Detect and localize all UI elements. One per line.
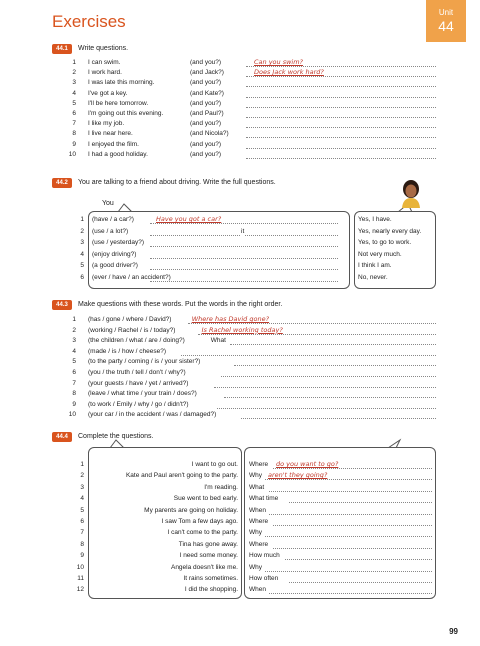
item-number: 9 — [72, 140, 76, 148]
answer-line[interactable] — [150, 239, 338, 247]
answer-line[interactable] — [150, 251, 338, 259]
item-number: 7 — [80, 529, 84, 537]
page-number: 99 — [449, 627, 458, 636]
item-number: 7 — [72, 379, 76, 387]
cue-text: (to the party / coming / is / your sister?) — [88, 358, 201, 366]
item-number: 9 — [72, 400, 76, 408]
cue-text: (and you?) — [190, 140, 222, 148]
exercise-instruction-44-3: Make questions with these words. Put the words in the right order. — [78, 301, 283, 308]
prompt-text: I've got a key. — [88, 89, 128, 97]
answer-line[interactable] — [214, 380, 436, 388]
cue-text: (and you?) — [190, 79, 222, 87]
answer-text: Have you got a car? — [156, 215, 222, 223]
item-number: 9 — [80, 552, 84, 560]
reply-text: Yes, nearly every day. — [358, 227, 422, 235]
item-number: 1 — [72, 316, 76, 323]
prompt-text: I work hard. — [88, 69, 122, 77]
answer-line[interactable] — [230, 337, 436, 345]
answer-line[interactable] — [269, 507, 432, 515]
statement-text: Angela doesn't like me. — [170, 563, 238, 571]
statement-text: It rains sometimes. — [183, 575, 238, 582]
reply-text: Yes, I have. — [358, 216, 392, 223]
prefix-text: Why — [249, 529, 262, 537]
answer-line[interactable] — [273, 541, 432, 549]
cue-text: (your car / in the accident / was / damaged?) — [88, 411, 217, 419]
cue-text: (and Kate?) — [190, 89, 224, 97]
cue-text: (and you?) — [190, 120, 222, 128]
item-number: 6 — [72, 110, 76, 117]
exercise-badge-44-3: 44.3 — [52, 300, 72, 310]
cue-text: (use / a lot?) — [92, 227, 129, 235]
statement-text: I can't come to the party. — [167, 529, 238, 537]
answer-line[interactable] — [273, 518, 432, 526]
cue-text: (to work / Emily / why / go / didn't?) — [88, 400, 189, 408]
cue-text: (a good driver?) — [92, 262, 138, 270]
prefix-text: How often — [249, 575, 279, 582]
statement-text: I'm reading. — [204, 483, 238, 491]
item-number: 10 — [76, 563, 84, 571]
answer-line[interactable] — [234, 358, 436, 366]
reply-text: Not very much. — [358, 250, 402, 258]
answer-line[interactable] — [224, 390, 436, 398]
prompt-text: I live near here. — [88, 130, 133, 138]
statement-text: I saw Tom a few days ago. — [161, 518, 238, 525]
cue-text: (made / is / how / cheese?) — [88, 347, 167, 355]
cue-text: (the children / what / are / doing?) — [88, 337, 185, 345]
reply-text: No, never. — [358, 274, 388, 281]
answer-text: aren't they going? — [268, 471, 328, 480]
reply-text: I think I am. — [358, 262, 392, 270]
exercise-badge-44-1: 44.1 — [52, 44, 72, 54]
answer-line[interactable] — [289, 575, 432, 583]
cue-text: (and Nicola?) — [190, 130, 229, 138]
item-number: 10 — [68, 150, 76, 158]
item-number: 5 — [72, 99, 76, 107]
cue-text: (and Paul?) — [190, 110, 224, 117]
cue-text: (you / the truth / tell / don't / why?) — [88, 369, 186, 376]
you-label: You — [102, 200, 114, 207]
item-number: 7 — [72, 120, 76, 128]
item-number: 3 — [72, 79, 76, 87]
item-number: 6 — [80, 518, 84, 525]
item-number: 4 — [80, 250, 84, 258]
prefix-text: When — [249, 506, 266, 514]
prefix-text: When — [249, 586, 266, 594]
answer-line[interactable] — [217, 401, 436, 409]
item-number: 3 — [80, 239, 84, 247]
item-number: 6 — [72, 369, 76, 376]
cue-text: (your guests / have / yet / arrived?) — [88, 379, 189, 387]
prefix-text: Where — [249, 540, 269, 548]
prompt-text: I'm going out this evening. — [88, 110, 164, 117]
exercise-instruction-44-1: Write questions. — [78, 45, 129, 52]
cue-text: (and Jack?) — [190, 69, 224, 77]
item-number: 1 — [80, 216, 84, 223]
answer-line[interactable] — [181, 348, 436, 356]
cue-text: (and you?) — [190, 150, 222, 158]
answer-line[interactable] — [289, 495, 432, 503]
item-number: 5 — [80, 506, 84, 514]
answer-line[interactable] — [285, 552, 432, 560]
item-number: 8 — [72, 390, 76, 398]
cue-text: (have / a car?) — [92, 216, 134, 223]
answer-line[interactable] — [265, 564, 432, 572]
item-number: 3 — [72, 337, 76, 345]
answer-text: Where has David gone? — [191, 315, 270, 323]
statement-text: Tina has gone away. — [178, 540, 238, 548]
item-number: 5 — [80, 262, 84, 270]
cue-text: (and you?) — [190, 99, 222, 107]
suffix-text: it — [241, 227, 245, 235]
statement-text: I did the shopping. — [184, 586, 238, 594]
answer-line[interactable] — [269, 586, 432, 594]
answer-line[interactable] — [221, 369, 436, 377]
answer-line[interactable] — [150, 274, 338, 282]
answer-line[interactable] — [150, 262, 338, 270]
prefix-text: Where — [249, 461, 269, 468]
reply-text: Yes, to go to work. — [358, 239, 412, 247]
answer-text: Can you swim? — [254, 58, 304, 66]
prompt-text: I can swim. — [88, 59, 121, 66]
exercise-badge-44-2: 44.2 — [52, 178, 72, 188]
answer-text: do you want to go? — [276, 460, 339, 468]
item-number: 2 — [80, 472, 84, 480]
prefix-text: What — [210, 337, 226, 345]
item-number: 2 — [72, 69, 76, 77]
prefix-text: What time — [249, 495, 279, 503]
answer-line[interactable] — [269, 484, 432, 492]
cue-text: (ever / have / an accident?) — [92, 274, 171, 281]
prefix-text: How much — [249, 552, 280, 560]
prefix-text: What — [249, 483, 265, 491]
item-number: 5 — [72, 358, 76, 366]
item-number: 2 — [72, 326, 76, 334]
statement-text: Sue went to bed early. — [173, 495, 238, 503]
prompt-text: I'll be here tomorrow. — [88, 99, 149, 107]
page-title: Exercises — [52, 12, 126, 31]
exercise-instruction-44-4: Complete the questions. — [78, 433, 154, 440]
statement-text: I need some money. — [179, 552, 238, 560]
cue-text: (working / Rachel / is / today?) — [88, 326, 176, 334]
item-number: 6 — [80, 274, 84, 281]
cue-text: (use / yesterday?) — [92, 239, 145, 247]
item-number: 8 — [72, 130, 76, 138]
item-number: 3 — [80, 483, 84, 491]
answer-text: Is Rachel working today? — [201, 325, 283, 334]
unit-label: Unit — [438, 8, 454, 17]
cue-text: (and you?) — [190, 59, 222, 66]
item-number: 8 — [80, 540, 84, 548]
cue-text: (has / gone / where / David?) — [88, 316, 172, 323]
statement-text: Kate and Paul aren't going to the party. — [125, 472, 238, 480]
item-number: 12 — [76, 586, 84, 594]
item-number: 4 — [80, 495, 84, 503]
answer-text: Does Jack work hard? — [254, 68, 324, 77]
answer-line[interactable] — [241, 411, 437, 419]
item-number: 10 — [68, 411, 76, 419]
prefix-text: Where — [249, 518, 269, 525]
prompt-text: I had a good holiday. — [88, 150, 148, 158]
item-number: 11 — [77, 575, 84, 582]
item-number: 1 — [80, 461, 84, 468]
item-number: 4 — [72, 89, 76, 97]
answer-line[interactable] — [265, 529, 432, 537]
exercise-badge-44-4: 44.4 — [52, 432, 72, 442]
statement-text: I want to go out. — [191, 461, 238, 468]
prefix-text: Why — [249, 563, 262, 571]
cue-text: (leave / what time / your train / does?) — [88, 390, 197, 398]
item-number: 2 — [80, 227, 84, 235]
item-number: 4 — [72, 347, 76, 355]
item-number: 1 — [72, 59, 76, 66]
statement-text: My parents are going on holiday. — [144, 506, 238, 514]
prompt-text: I enjoyed the film. — [88, 140, 139, 148]
prefix-text: Why — [249, 472, 262, 480]
friend-avatar — [400, 180, 422, 208]
unit-number: 44 — [438, 18, 454, 34]
exercise-instruction-44-2: You are talking to a friend about driving. Write the full questions. — [78, 179, 276, 186]
prompt-text: I like my job. — [88, 120, 125, 128]
cue-text: (enjoy driving?) — [92, 250, 137, 258]
prompt-text: I was late this morning. — [88, 79, 155, 87]
